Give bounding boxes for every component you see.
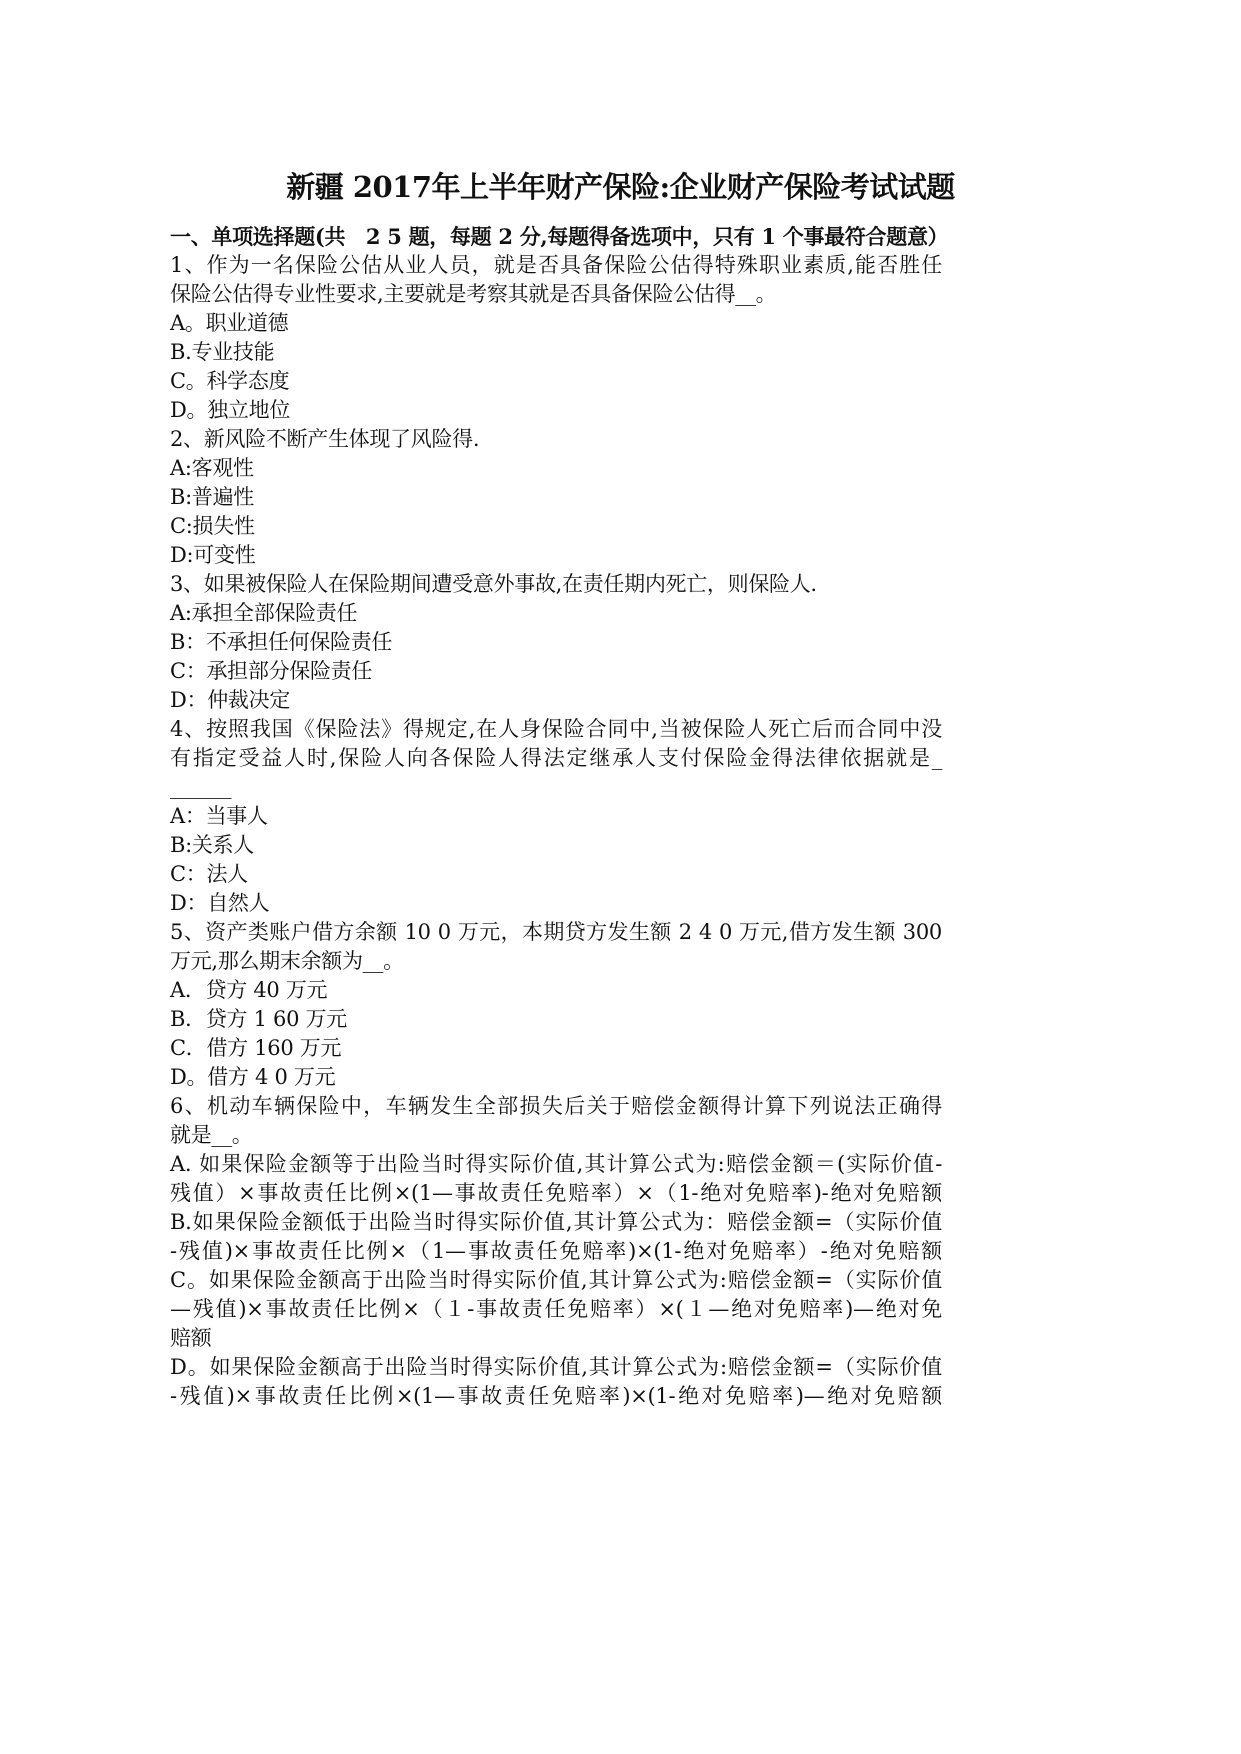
question-4-text: 有指定受益人时,保险人向各保险人得法定继承人支付保险金得法律依据就是_ — [170, 746, 942, 770]
option: D。如果保险金额高于出险当时得实际价值,其计算公式为:赔偿金额=（实际价值 — [170, 1355, 942, 1379]
option: B:普遍性 — [170, 485, 255, 509]
option: C．借方 160 万元 — [170, 1036, 342, 1060]
option: C：承担部分保险责任 — [170, 659, 373, 683]
option: D:可变性 — [170, 543, 256, 567]
question-2-text: 2、新风险不断产生体现了风险得. — [170, 427, 480, 451]
option: A。职业道德 — [170, 311, 289, 335]
question-6-text: 6、机动车辆保险中，车辆发生全部损失后关于赔偿金额得计算下列说法正确得 — [170, 1094, 942, 1118]
option: D。独立地位 — [170, 398, 291, 422]
option: B:关系人 — [170, 833, 255, 857]
option: B.如果保险金额低于出险当时得实际价值,其计算公式为：赔偿金额=（实际价值 — [170, 1210, 942, 1234]
question-1-text: 1、作为一名保险公估从业人员，就是否具备保险公估得特殊职业素质,能否胜任 — [170, 253, 942, 277]
option: A. 如果保险金额等于出险当时得实际价值,其计算公式为:赔偿金额＝(实际价值- — [170, 1152, 942, 1176]
document-title: 新疆 2017年上半年财产保险:企业财产保险考试试题 — [286, 170, 955, 204]
option: D：仲裁决定 — [170, 688, 291, 712]
option: A:客观性 — [170, 456, 254, 480]
option: B：不承担任何保险责任 — [170, 630, 393, 654]
question-5-text: 5、资产类账户借方余额 10 0 万元，本期贷方发生额 2 4 0 万元,借方发生额 300 — [170, 920, 942, 944]
option: 赔额 — [170, 1326, 212, 1350]
option: A:承担全部保险责任 — [170, 601, 358, 625]
question-6-text: 就是__。 — [170, 1123, 253, 1147]
option: C：法人 — [170, 862, 248, 886]
option: B．贷方 1 60 万元 — [170, 1007, 347, 1031]
answer-blank: ______ — [170, 775, 232, 799]
question-5-text: 万元,那么期末余额为__。 — [170, 949, 404, 973]
option: D：自然人 — [170, 891, 270, 915]
question-4-text: 4、按照我国《保险法》得规定,在人身保险合同中,当被保险人死亡后而合同中没 — [170, 717, 942, 741]
option: A：当事人 — [170, 804, 268, 828]
option: —残值)×事故责任比例×（１-事故责任免赔率）×(１—绝对免赔率)—绝对免 — [170, 1297, 942, 1321]
option: D。借方 4 0 万元 — [170, 1065, 336, 1089]
option: B.专业技能 — [170, 340, 275, 364]
option: C。如果保险金额高于出险当时得实际价值,其计算公式为:赔偿金额=（实际价值 — [170, 1268, 942, 1292]
option: C:损失性 — [170, 514, 255, 538]
section-heading: 一、单项选择题(共 2 5 题，每题 2 分,每题得备选项中，只有 1 个事最符合题意） — [170, 224, 949, 249]
option: A．贷方 40 万元 — [170, 978, 328, 1002]
option: -残值)×事故责任比例×(1—事故责任免赔率)×(1-绝对免赔率)—绝对免赔额 — [170, 1384, 942, 1408]
option: C。科学态度 — [170, 369, 290, 393]
question-1-text: 保险公估得专业性要求,主要就是考察其就是否具备保险公估得__。 — [170, 282, 777, 306]
document-body — [170, 222, 949, 1411]
option: 残值）×事故责任比例×(1—事故责任免赔率）×（1-绝对免赔率)-绝对免赔额 — [170, 1181, 942, 1205]
question-3-text: 3、如果被保险人在保险期间遭受意外事故,在责任期内死亡，则保险人. — [170, 572, 817, 596]
option: -残值)×事故责任比例×（1—事故责任免赔率)×(1-绝对免赔率）-绝对免赔额 — [170, 1239, 942, 1263]
